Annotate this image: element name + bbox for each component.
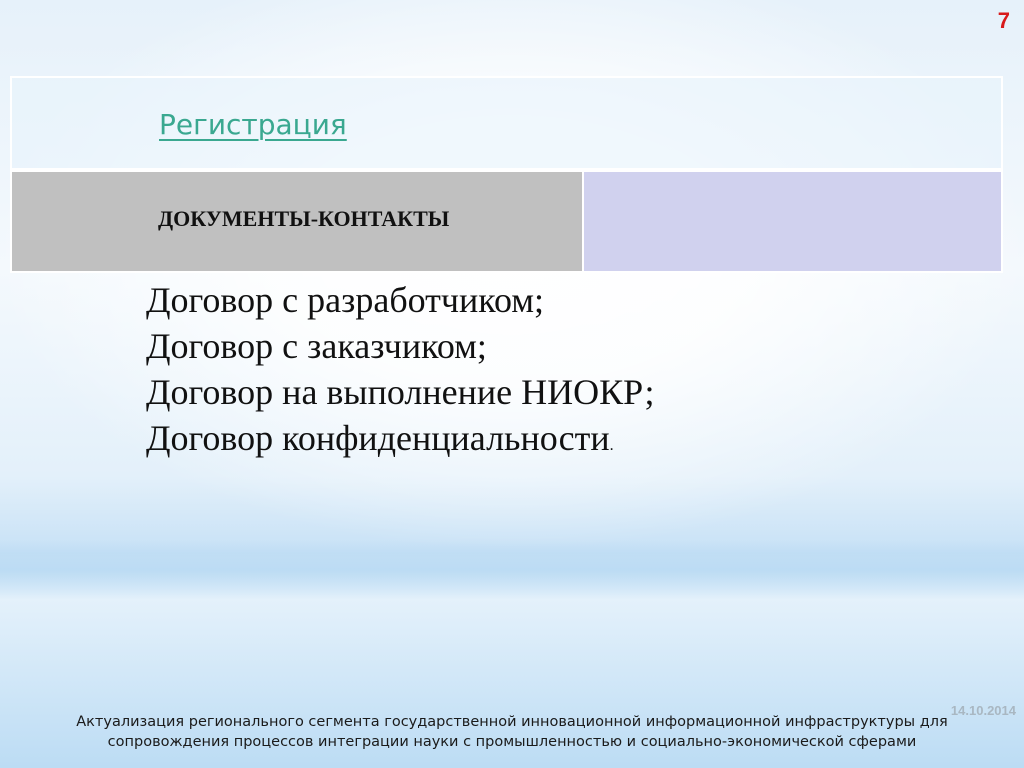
background-band bbox=[0, 540, 1024, 600]
footer-line: Актуализация регионального сегмента государственной инновационной информационной инфраструктуры для bbox=[76, 714, 948, 730]
list-item bbox=[146, 415, 654, 469]
section-title: Регистрация bbox=[159, 108, 347, 141]
documents-contacts-label: ДОКУМЕНТЫ-КОНТАКТЫ bbox=[158, 206, 450, 231]
header-table bbox=[10, 76, 1003, 273]
empty-cell bbox=[584, 172, 1001, 271]
end-period: . bbox=[609, 437, 614, 454]
list-item bbox=[146, 323, 654, 369]
slide-date: 14.10.2014 bbox=[950, 703, 1016, 718]
list-item bbox=[146, 369, 654, 415]
documents-contacts-cell bbox=[12, 172, 584, 271]
documents-list bbox=[146, 277, 654, 469]
footer-caption bbox=[0, 712, 1024, 752]
slide-number: 7 bbox=[997, 8, 1010, 33]
document-label: Договор с заказчиком; bbox=[146, 326, 487, 366]
document-label: Договор конфиденциальности bbox=[146, 418, 610, 458]
document-label: Договор с разработчиком; bbox=[146, 280, 545, 320]
title-row bbox=[12, 78, 1001, 172]
document-label: Договор на выполнение НИОКР; bbox=[146, 372, 655, 412]
footer-line: сопровождения процессов интеграции науки с промышленностью и социально-экономической сферами bbox=[107, 734, 917, 750]
list-item bbox=[146, 277, 654, 323]
